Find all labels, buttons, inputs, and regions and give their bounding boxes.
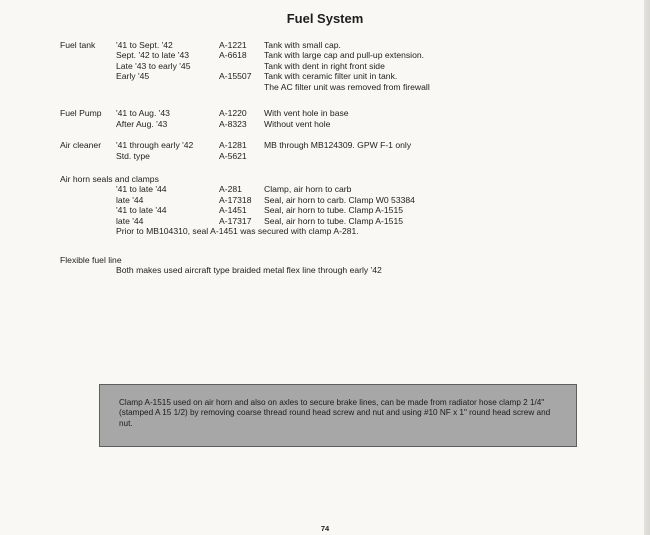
fuel-pump-desc: Without vent hole	[264, 119, 331, 129]
air-cleaner-period: '41 through early '42	[116, 140, 194, 150]
air-horn-period: late '44	[116, 216, 144, 226]
fuel-tank-part: A-6618	[219, 50, 247, 60]
air-horn-part: A-1451	[219, 205, 247, 215]
fuel-tank-period: Early '45	[116, 71, 150, 81]
air-horn-part: A-17318	[219, 195, 252, 205]
section-label-fuel-line: Flexible fuel line	[60, 255, 122, 265]
fuel-tank-desc: The AC filter unit was removed from firewall	[264, 82, 430, 92]
fuel-tank-desc: Tank with dent in right front side	[264, 61, 385, 71]
fuel-pump-period: After Aug. '43	[116, 119, 168, 129]
fuel-tank-part: A-1221	[219, 40, 247, 50]
air-horn-desc: Seal, air horn to carb. Clamp W0 53384	[264, 195, 415, 205]
air-horn-period: late '44	[116, 195, 144, 205]
air-cleaner-desc: MB through MB124309. GPW F-1 only	[264, 140, 412, 150]
fuel-pump-part: A-1220	[219, 108, 247, 118]
page-edge-shadow	[644, 0, 650, 535]
air-cleaner-part: A-5621	[219, 151, 247, 161]
fuel-tank-period: Late '43 to early '45	[116, 61, 191, 71]
fuel-tank-period: '41 to Sept. '42	[116, 40, 173, 50]
air-cleaner-part: A-1281	[219, 140, 247, 150]
fuel-tank-desc: Tank with small cap.	[264, 40, 341, 50]
air-horn-period: '41 to late '44	[116, 205, 167, 215]
note-box-text: Clamp A-1515 used on air horn and also on axles to secure brake lines, can be made from radiator hose clamp 2 1/4" (stamped A 15 1/2) by removing coarse thread round head screw and nut and using #10 NF x 1" round head screw and nut.	[119, 398, 551, 428]
air-horn-desc: Seal, air horn to tube. Clamp A-1515	[264, 216, 404, 226]
air-horn-part: A-17317	[219, 216, 252, 226]
fuel-tank-desc: Tank with ceramic filter unit in tank.	[264, 71, 398, 81]
air-horn-desc: Clamp, air horn to carb	[264, 184, 352, 194]
fuel-line-text: Both makes used aircraft type braided metal flex line through early '42	[116, 265, 382, 275]
note-box	[99, 384, 577, 447]
fuel-pump-period: '41 to Aug. '43	[116, 108, 170, 118]
air-horn-desc: Seal, air horn to tube. Clamp A-1515	[264, 205, 404, 215]
fuel-tank-part: A-15507	[219, 71, 252, 81]
air-horn-part: A-281	[219, 184, 242, 194]
air-horn-note: Prior to MB104310, seal A-1451 was secured with clamp A-281.	[116, 226, 359, 236]
section-label-fuel-pump: Fuel Pump	[60, 108, 102, 118]
fuel-tank-desc: Tank with large cap and pull-up extension.	[264, 50, 425, 60]
section-label-air-horn: Air horn seals and clamps	[60, 174, 159, 184]
fuel-tank-period: Sept. '42 to late '43	[116, 50, 190, 60]
section-label-air-cleaner: Air cleaner	[60, 140, 102, 150]
section-label-fuel-tank: Fuel tank	[60, 40, 96, 50]
air-horn-period: '41 to late '44	[116, 184, 167, 194]
fuel-pump-desc: With vent hole in base	[264, 108, 349, 118]
page-number: 74	[320, 524, 330, 533]
page-title: Fuel System	[286, 11, 364, 26]
fuel-pump-part: A-8323	[219, 119, 247, 129]
air-cleaner-period: Std. type	[116, 151, 150, 161]
